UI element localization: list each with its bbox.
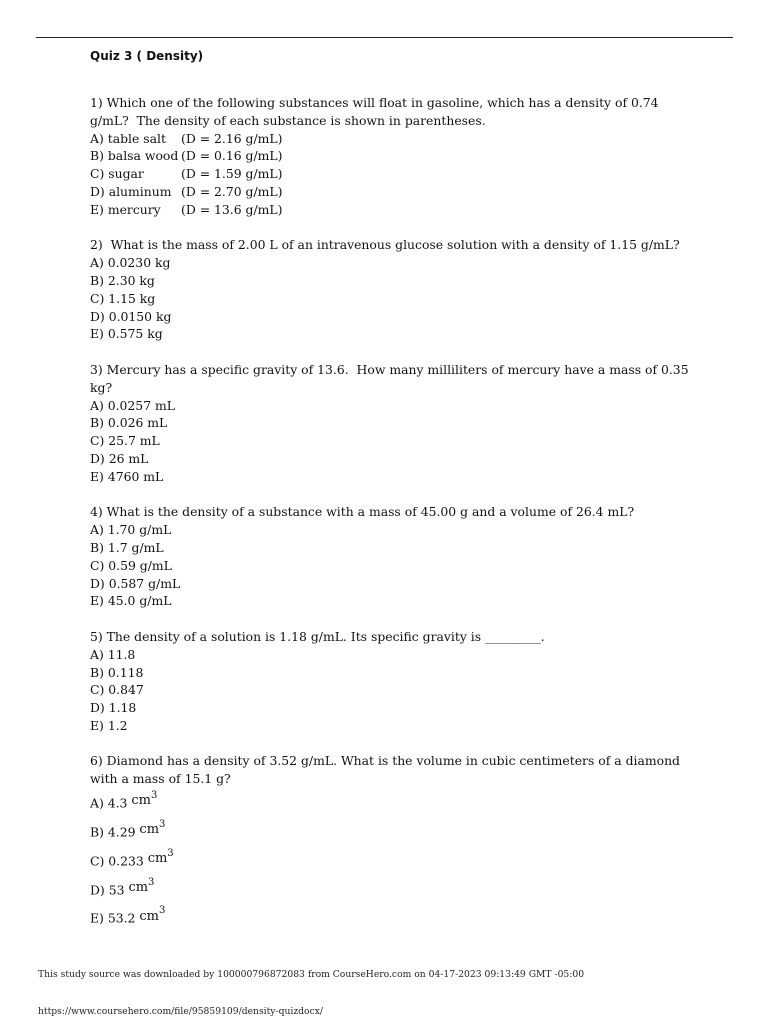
unit-cubic-centimeters: $cm^3$ — [139, 905, 166, 924]
question-text: 2) What is the mass of 2.00 L of an intravenous glucose solution with a density of 1.15 g/mL? — [90, 237, 680, 253]
option-density: (D = 2.70 g/mL) — [181, 183, 283, 199]
answer-option: B) 0.026 mL — [90, 415, 168, 431]
option-value: C) 0.233 — [90, 853, 144, 869]
answer-option: A) 1.70 g/mL — [90, 522, 172, 538]
answer-option: A) 0.0230 kg — [90, 255, 171, 271]
option-density: (D = 0.16 g/mL) — [181, 148, 283, 164]
answer-options — [90, 788, 690, 932]
answer-option: D) 0.0150 kg — [90, 308, 172, 324]
option-value: D) 53 — [90, 881, 125, 897]
answer-option — [90, 201, 690, 219]
answer-option: B) 0.118 — [90, 664, 144, 680]
question-5 — [90, 628, 690, 735]
question-1 — [90, 94, 690, 219]
question-text: g/mL? The density of each substance is shown in parentheses. — [90, 112, 486, 128]
unit-cubic-centimeters: $cm^3$ — [139, 818, 166, 838]
option-label: C) sugar — [90, 166, 144, 182]
answer-option — [90, 817, 690, 846]
answer-option — [90, 875, 690, 904]
source-url: https://www.coursehero.com/file/95859109/density-quizdocx/ — [38, 1006, 324, 1017]
question-6 — [90, 752, 690, 932]
answer-option: B) 1.7 g/mL — [90, 539, 164, 555]
answer-option: C) 25.7 mL — [90, 433, 160, 449]
answer-option — [90, 788, 690, 817]
unit-cubic-centimeters: $cm^3$ — [147, 847, 174, 867]
option-density: (D = 1.59 g/mL) — [181, 166, 283, 182]
question-4 — [90, 503, 690, 610]
unit-cubic-centimeters: $cm^3$ — [128, 876, 155, 895]
question-text: 6) Diamond has a density of 3.52 g/mL. What is the volume in cubic centimeters of a diamond — [90, 753, 680, 769]
option-label: B) balsa wood — [90, 148, 179, 164]
answer-option: D) 0.587 g/mL — [90, 575, 181, 591]
answer-option: C) 0.59 g/mL — [90, 557, 172, 573]
option-label: A) table salt — [90, 130, 166, 146]
quiz-title: Quiz 3 ( Density) — [90, 49, 204, 63]
answer-option: E) 45.0 g/mL — [90, 593, 172, 609]
answer-option — [90, 903, 690, 932]
answer-option — [90, 165, 690, 183]
quiz-body — [90, 94, 690, 950]
question-2 — [90, 236, 690, 343]
download-note: This study source was downloaded by 100000796872083 from CourseHero.com on 04-17-2023 09:13:49 GMT -05:00 — [38, 969, 585, 980]
answer-option: B) 2.30 kg — [90, 272, 155, 288]
unit-cubic-centimeters: $cm^3$ — [131, 790, 158, 809]
answer-option: C) 0.847 — [90, 682, 144, 698]
option-density: (D = 2.16 g/mL) — [181, 130, 283, 146]
option-density: (D = 13.6 g/mL) — [181, 201, 283, 217]
answer-option: A) 0.0257 mL — [90, 397, 175, 413]
option-label: D) aluminum — [90, 183, 172, 199]
answer-option — [90, 130, 690, 148]
question-text: with a mass of 15.1 g? — [90, 771, 231, 787]
answer-option: E) 4760 mL — [90, 468, 164, 484]
option-label: E) mercury — [90, 201, 161, 217]
answer-option — [90, 147, 690, 165]
answer-option: A) 11.8 — [90, 646, 136, 662]
answer-option: E) 0.575 kg — [90, 326, 163, 342]
answer-option — [90, 846, 690, 875]
question-text: 4) What is the density of a substance with a mass of 45.00 g and a volume of 26.4 mL? — [90, 504, 635, 520]
question-text: 1) Which one of the following substances will float in gasoline, which has a density of 0.74 — [90, 95, 659, 110]
top-divider — [36, 37, 733, 38]
question-3 — [90, 361, 690, 486]
question-text: 5) The density of a solution is 1.18 g/mL. Its specific gravity is _________. — [90, 628, 545, 644]
question-text: kg? — [90, 379, 113, 395]
option-value: B) 4.29 — [90, 824, 136, 840]
answer-option: D) 1.18 — [90, 700, 137, 716]
option-value: E) 53.2 — [90, 910, 136, 926]
answer-option: C) 1.15 kg — [90, 290, 156, 306]
question-text: 3) Mercury has a specific gravity of 13.6. How many milliliters of mercury have a mass of 0.35 — [90, 361, 689, 377]
answer-option: E) 1.2 — [90, 717, 128, 733]
option-value: A) 4.3 — [90, 795, 128, 811]
answer-option — [90, 183, 690, 201]
answer-option: D) 26 mL — [90, 450, 149, 466]
